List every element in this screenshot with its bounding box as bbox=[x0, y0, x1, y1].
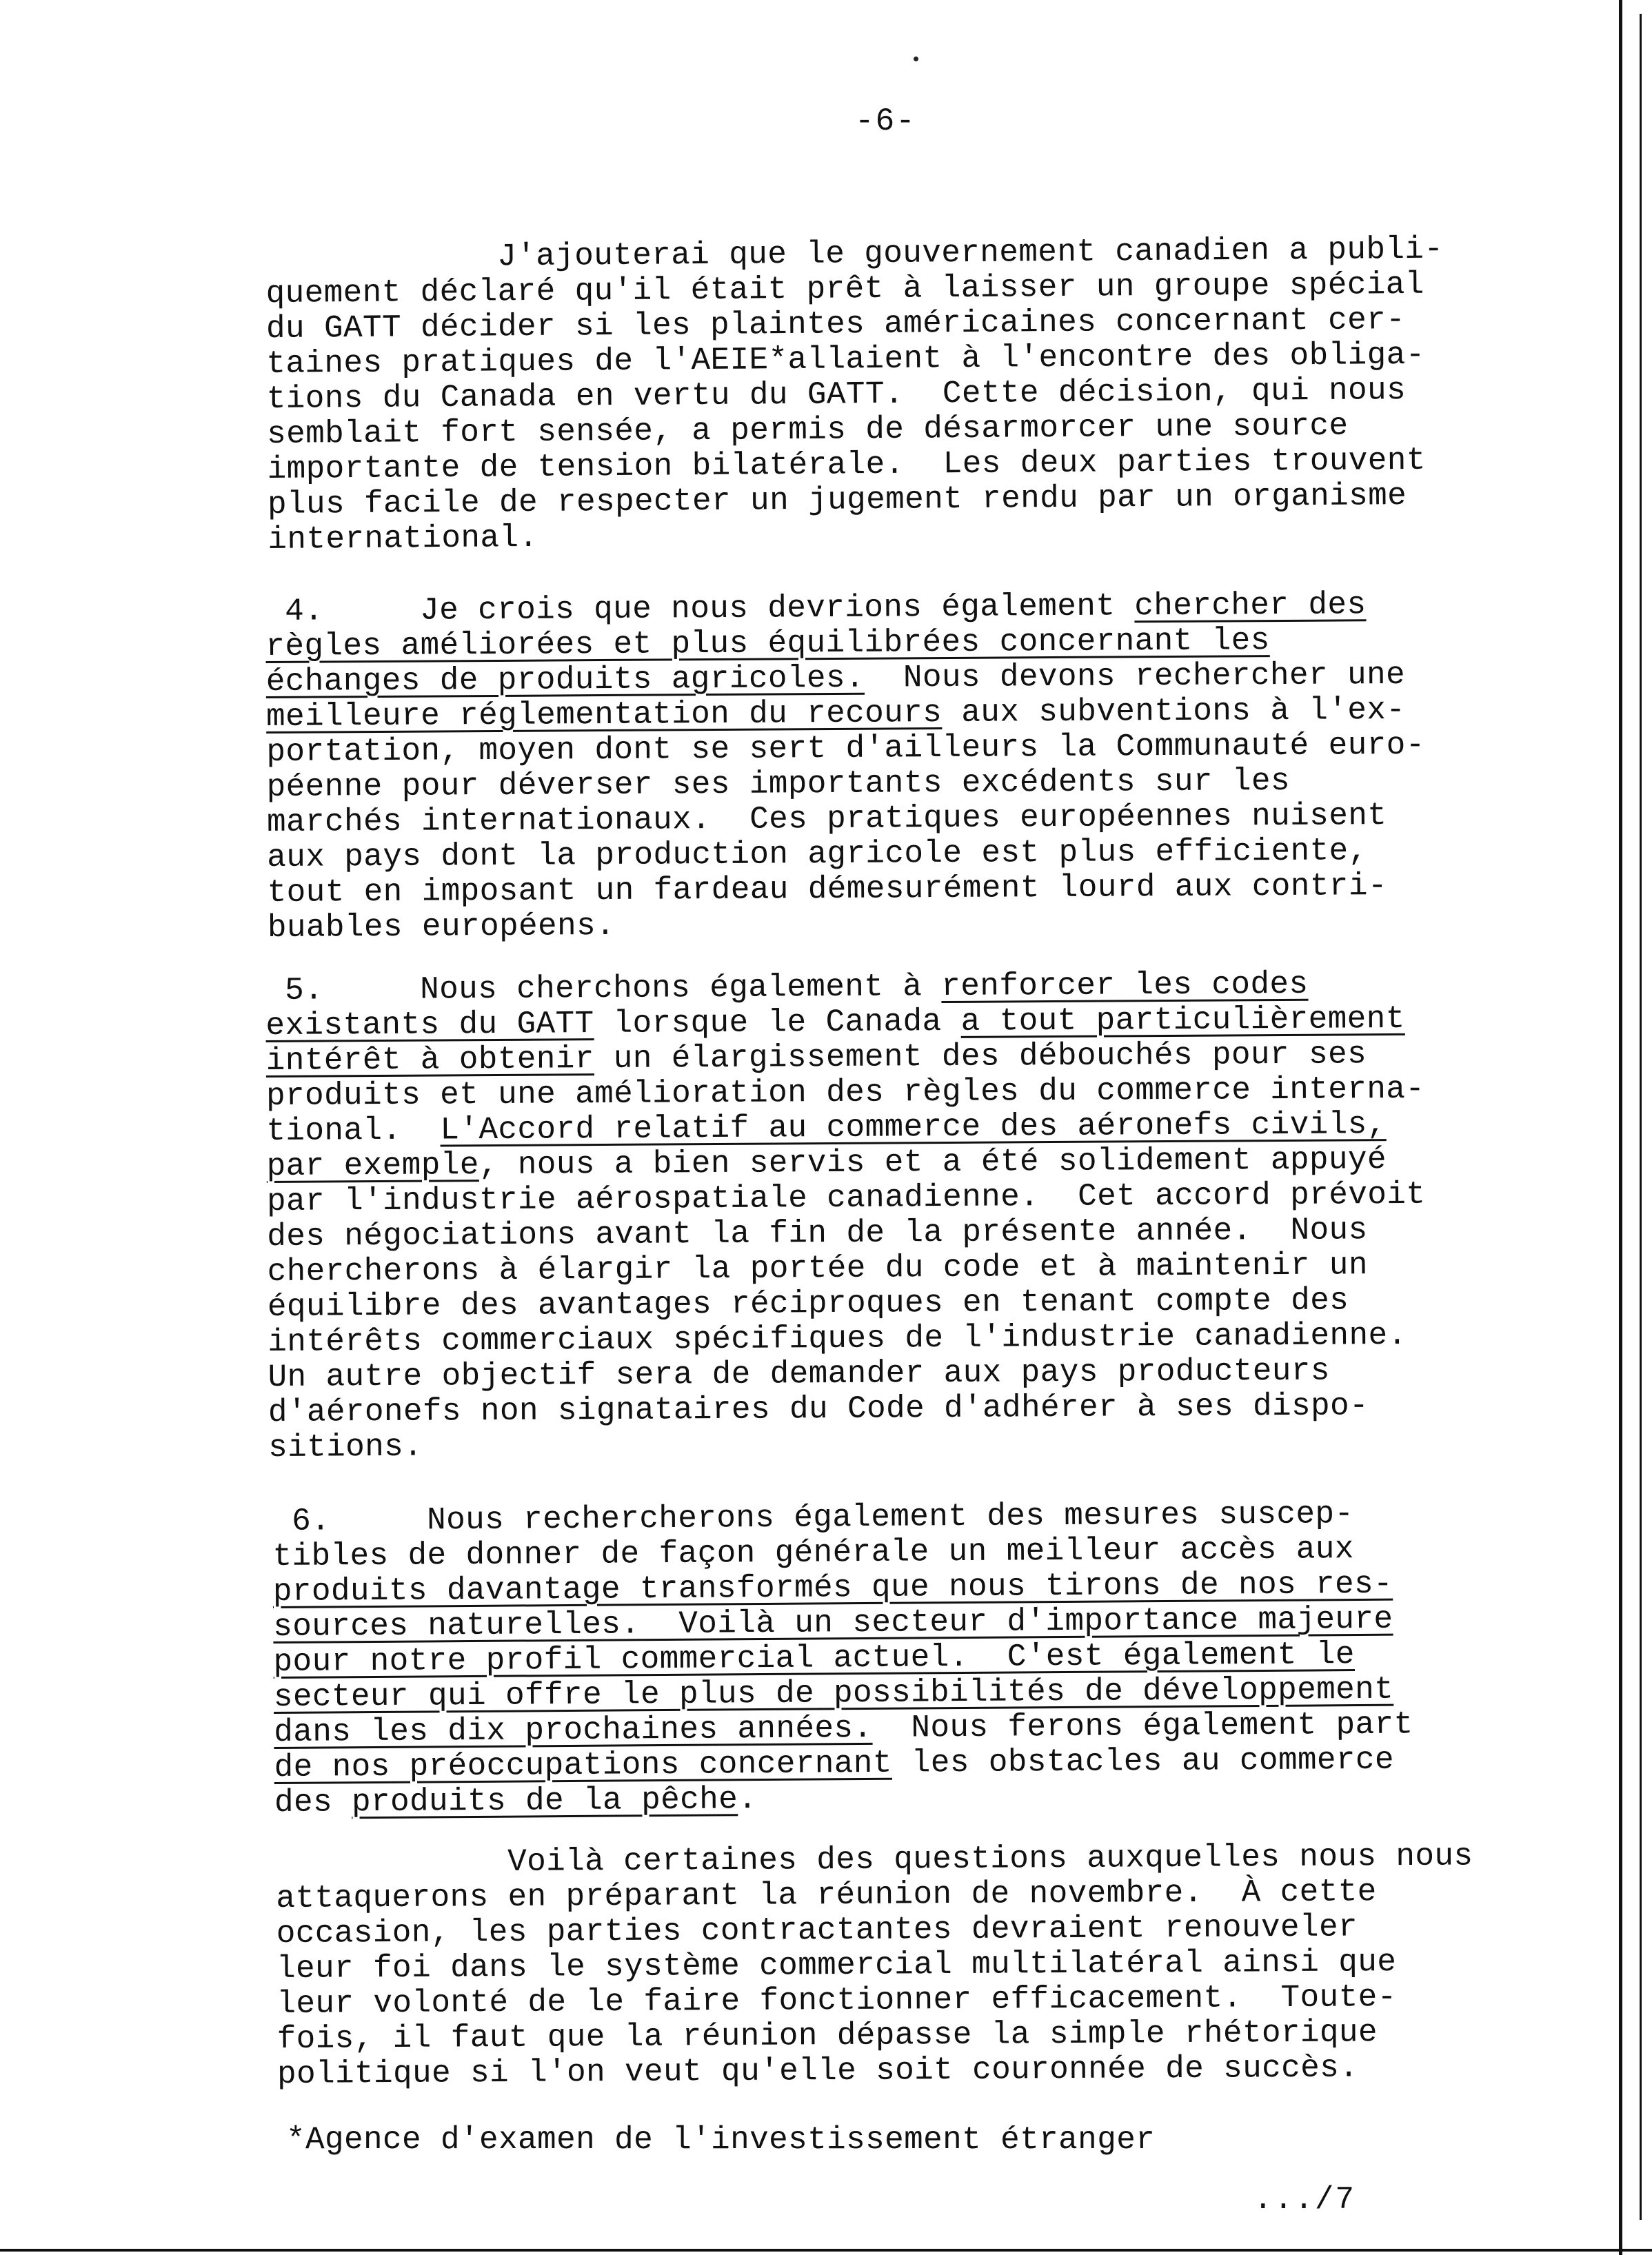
text-segment: attaquerons en préparant la réunion de novembre. À cette bbox=[276, 1874, 1377, 1917]
underlined-text: existants du GATT bbox=[265, 1006, 594, 1044]
underlined-text: L'Accord relatif au commerce des aéronefs civils, bbox=[440, 1106, 1387, 1149]
text-segment: international. bbox=[268, 519, 538, 558]
paragraph-point-6 bbox=[272, 1495, 1529, 1821]
underlined-text: secteur qui offre le plus de possibilités de développement bbox=[273, 1671, 1394, 1715]
underlined-text: produits de la pêche bbox=[351, 1781, 738, 1821]
right-edge-line bbox=[1619, 0, 1622, 2255]
text-segment: politique si l'on veut qu'elle soit couronnée de succès. bbox=[276, 2050, 1359, 2092]
text-segment: quement déclaré qu'il était prêt à laisser un groupe spécial bbox=[265, 266, 1425, 312]
text-segment: tions du Canada en vertu du GATT. Cette décision, qui nous bbox=[266, 372, 1407, 417]
text-segment: chercherons à élargir la portée du code et à maintenir un bbox=[267, 1247, 1369, 1290]
underlined-text: échanges de produits agricoles. bbox=[265, 660, 865, 700]
text-segment: . bbox=[737, 1781, 758, 1818]
text-segment: un élargissement des débouchés pour ses bbox=[594, 1036, 1367, 1078]
paragraph-point-4 bbox=[265, 587, 1522, 946]
text-segment: équilibre des avantages réciproques en tenant compte des bbox=[267, 1282, 1349, 1325]
text-segment: Nous devons rechercher une bbox=[864, 656, 1406, 696]
paragraph-intro bbox=[265, 232, 1523, 558]
text-line bbox=[277, 2050, 1573, 2092]
underlined-text: de nos préoccupations concernant bbox=[274, 1745, 892, 1786]
text-segment: Un autre objectif sera de demander aux pays producteurs bbox=[268, 1353, 1330, 1395]
text-segment: leur volonté de le faire fonctionner efficacement. Toute- bbox=[276, 1979, 1397, 2022]
text-segment: lorsque le Canada bbox=[594, 1003, 961, 1042]
text-segment: les obstacles au commerce bbox=[892, 1741, 1395, 1781]
text-segment: intérêts commerciaux spécifiques de l'industrie canadienne. bbox=[268, 1317, 1407, 1360]
text-segment: par l'industrie aérospatiale canadienne. Cet accord prévoit bbox=[266, 1176, 1426, 1220]
text-segment: plus facile de respecter un jugement rendu par un organisme bbox=[267, 478, 1407, 523]
paragraph-conclusion bbox=[276, 1839, 1573, 2092]
text-segment: importante de tension bilatérale. Les deux parties trouvent bbox=[267, 442, 1427, 487]
text-segment: Nous ferons également part bbox=[872, 1706, 1413, 1746]
underlined-text: meilleure réglementation du recours bbox=[265, 695, 943, 735]
text-segment: aux subventions à l'ex- bbox=[942, 691, 1406, 731]
text-segment: buables européens. bbox=[267, 907, 616, 946]
text-segment: sitions. bbox=[268, 1428, 423, 1466]
text-segment: taines pratiques de l'AEIE*allaient à l'encontre des obliga- bbox=[266, 336, 1425, 382]
bottom-edge-line bbox=[0, 2249, 1652, 2252]
underlined-text: a tout particulièrement bbox=[960, 1000, 1405, 1040]
text-segment: occasion, les parties contractantes devraient renouveler bbox=[276, 1909, 1358, 1952]
text-segment: produits et une amélioration des règles du commerce interna- bbox=[265, 1071, 1425, 1114]
page-number: -6- bbox=[855, 103, 916, 139]
text-segment: des négociations avant la fin de la présente année. Nous bbox=[267, 1212, 1368, 1255]
underlined-text: pour notre profil commercial actuel. C'est également le bbox=[273, 1637, 1356, 1680]
page-continuation-marker: .../7 bbox=[1253, 2182, 1356, 2218]
text-segment: portation, moyen dont se sert d'ailleurs la Communauté euro- bbox=[266, 727, 1425, 770]
text-line bbox=[268, 903, 1522, 946]
text-segment: leur foi dans le système commercial multilatéral ainsi que bbox=[276, 1944, 1397, 1987]
text-segment: semblait fort sensée, a permis de désarmorcer une source bbox=[266, 407, 1349, 452]
text-line bbox=[274, 1777, 1529, 1821]
text-segment: 6. Nous rechercherons également des mesures suscep- bbox=[272, 1496, 1354, 1539]
text-segment: fois, il faut que la réunion dépasse la simple rhétorique bbox=[276, 2014, 1378, 2057]
underlined-text: produits davantage transformés que nous tirons de nos res- bbox=[272, 1566, 1393, 1610]
underlined-text: règles améliorées et plus équilibrées concernant les bbox=[265, 623, 1270, 665]
text-segment: aux pays dont la production agricole est plus efficiente, bbox=[267, 833, 1368, 876]
underlined-text: renforcer les codes bbox=[941, 966, 1309, 1005]
text-segment: tional. bbox=[266, 1112, 441, 1149]
underlined-text: intérêt à obtenir bbox=[265, 1041, 595, 1079]
text-segment: tibles de donner de façon générale un meilleur accès aux bbox=[272, 1531, 1354, 1575]
text-segment: tout en imposant un fardeau démesurément lourd aux contri- bbox=[267, 868, 1388, 911]
text-segment: d'aéronefs non signataires du Code d'adhérer à ses dispo- bbox=[268, 1388, 1369, 1430]
paragraph-point-5 bbox=[265, 966, 1523, 1466]
text-segment: des bbox=[274, 1784, 352, 1821]
speck-mark bbox=[914, 57, 918, 61]
right-edge-line-outer bbox=[1640, 14, 1642, 2220]
text-segment: du GATT décider si les plaintes américaines concernant cer- bbox=[265, 302, 1406, 347]
text-segment: péenne pour déverser ses importants excédents sur les bbox=[266, 762, 1291, 805]
underlined-text: par exemple bbox=[266, 1147, 479, 1184]
underlined-text: chercher des bbox=[1134, 587, 1367, 625]
underlined-text: sources naturelles. Voilà un secteur d'importance majeure bbox=[273, 1601, 1393, 1645]
footnote: *Agence d'examen de l'investissement étranger bbox=[286, 2122, 1156, 2158]
text-segment: Voilà certaines des questions auxquelles nous nous bbox=[275, 1838, 1473, 1881]
text-segment: , nous a bien servis et a été solidement appuyé bbox=[479, 1142, 1387, 1184]
text-segment: marchés internationaux. Ces pratiques européennes nuisent bbox=[266, 798, 1387, 840]
underlined-text: dans les dix prochaines années. bbox=[274, 1710, 873, 1750]
text-segment: 4. Je crois que nous devrions également bbox=[265, 588, 1135, 629]
text-segment: J'ajouterai que le gouvernement canadien a publi- bbox=[265, 231, 1444, 276]
text-segment: 5. Nous cherchons également à bbox=[265, 969, 942, 1009]
